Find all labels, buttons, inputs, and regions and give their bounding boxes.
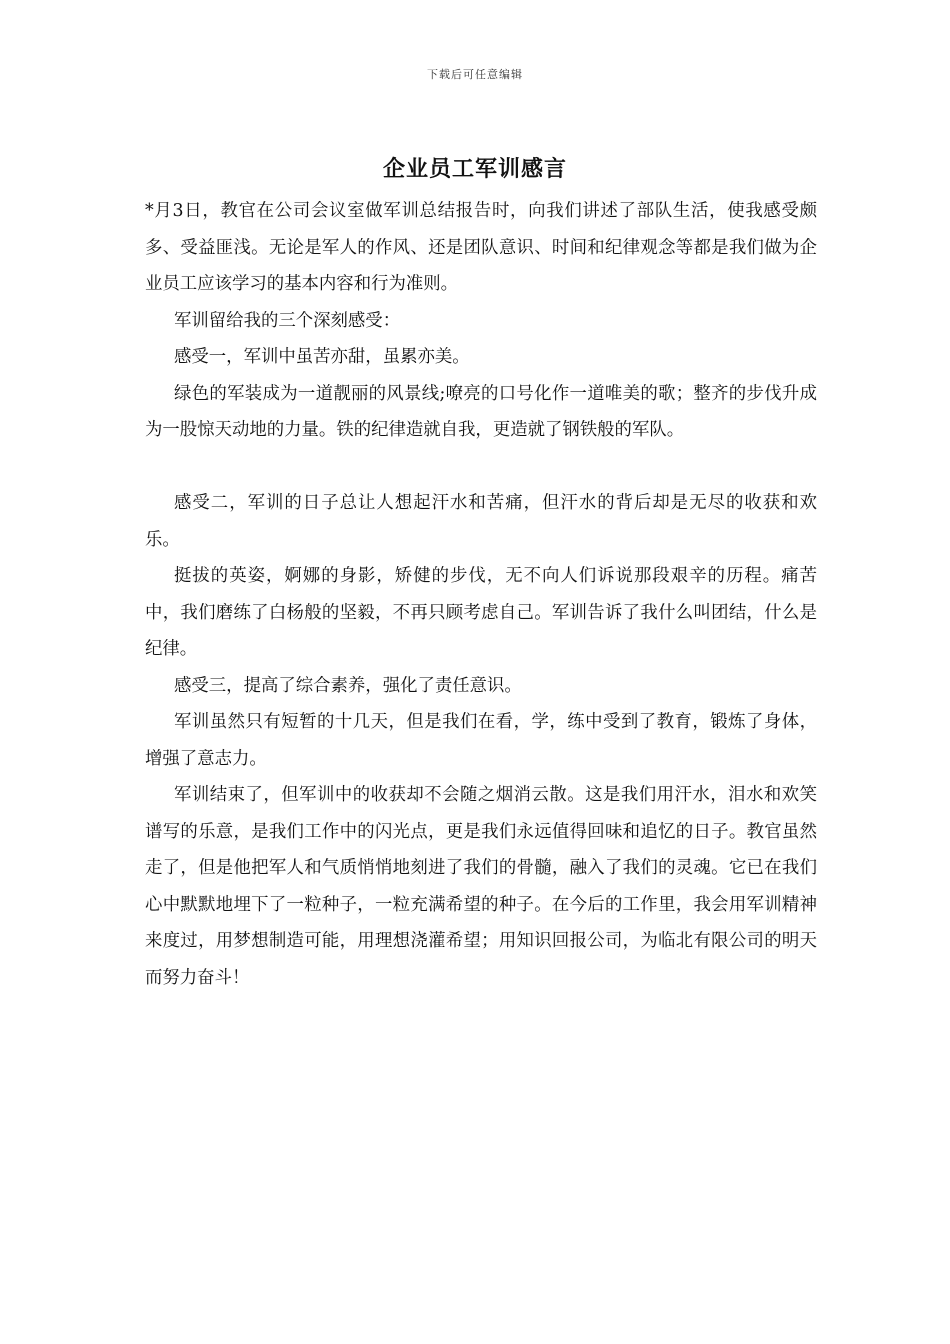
paragraph-three-feelings: 军训留给我的三个深刻感受： <box>174 310 401 331</box>
document-body <box>145 193 817 996</box>
paragraph-intro: *月3日，教官在公司会议室做军训总结报告时，向我们讲述了部队生活，使我感受颇多、受益匪浅。无论是军人的作风、还是团队意识、时间和纪律观念等都是我们做为企业员工应该学习的基本内容和行为准则。 <box>145 201 817 294</box>
paragraph-conclusion: 军训结束了，但军训中的收获却不会随之烟消云散。这是我们用汗水，泪水和欢笑谱写的乐意，是我们工作中的闪光点，更是我们永远值得回味和追忆的日子。教官虽然走了，但是他把军人和气质悄悄地刻进了我们的骨髓，融入了我们的灵魂。它已在我们心中默默地埋下了一粒种子，一粒充满希望的种子。在今后的工作里，我会用军训精神来度过，用梦想制造可能，用理想浇灌希望；用知识回报公司，为临北有限公司的明天而努力奋斗！ <box>145 785 817 988</box>
paragraph-feeling-three: 感受三，提高了综合素养，强化了责任意识。 <box>174 675 522 696</box>
paragraph-feeling-one: 感受一，军训中虽苦亦甜，虽累亦美。 <box>174 347 470 367</box>
paragraph-feeling-two: 感受二，军训的日子总让人想起汗水和苦痛，但汗水的背后却是无尽的收获和欢乐。 <box>145 493 817 550</box>
paragraph-training-days: 军训虽然只有短暂的十几天，但是我们在看，学，练中受到了教育，锻炼了身体，增强了意志力。 <box>145 712 817 769</box>
header-note: 下载后可任意编辑 <box>427 68 523 81</box>
paragraph-spacer <box>145 449 817 486</box>
paragraph-uniform: 绿色的军装成为一道靓丽的风景线;嘹亮的口号化作一道唯美的歌；整齐的步伐升成为一股惊天动地的力量。铁的纪律造就自我，更造就了钢铁般的军队。 <box>145 383 817 440</box>
document-title: 企业员工军训感言 <box>382 156 567 182</box>
paragraph-posture: 挺拔的英姿，婀娜的身影，矫健的步伐，无不向人们诉说那段艰辛的历程。痛苦中，我们磨练了白杨般的坚毅，不再只顾考虑自己。军训告诉了我什么叫团结，什么是纪律。 <box>145 566 817 659</box>
